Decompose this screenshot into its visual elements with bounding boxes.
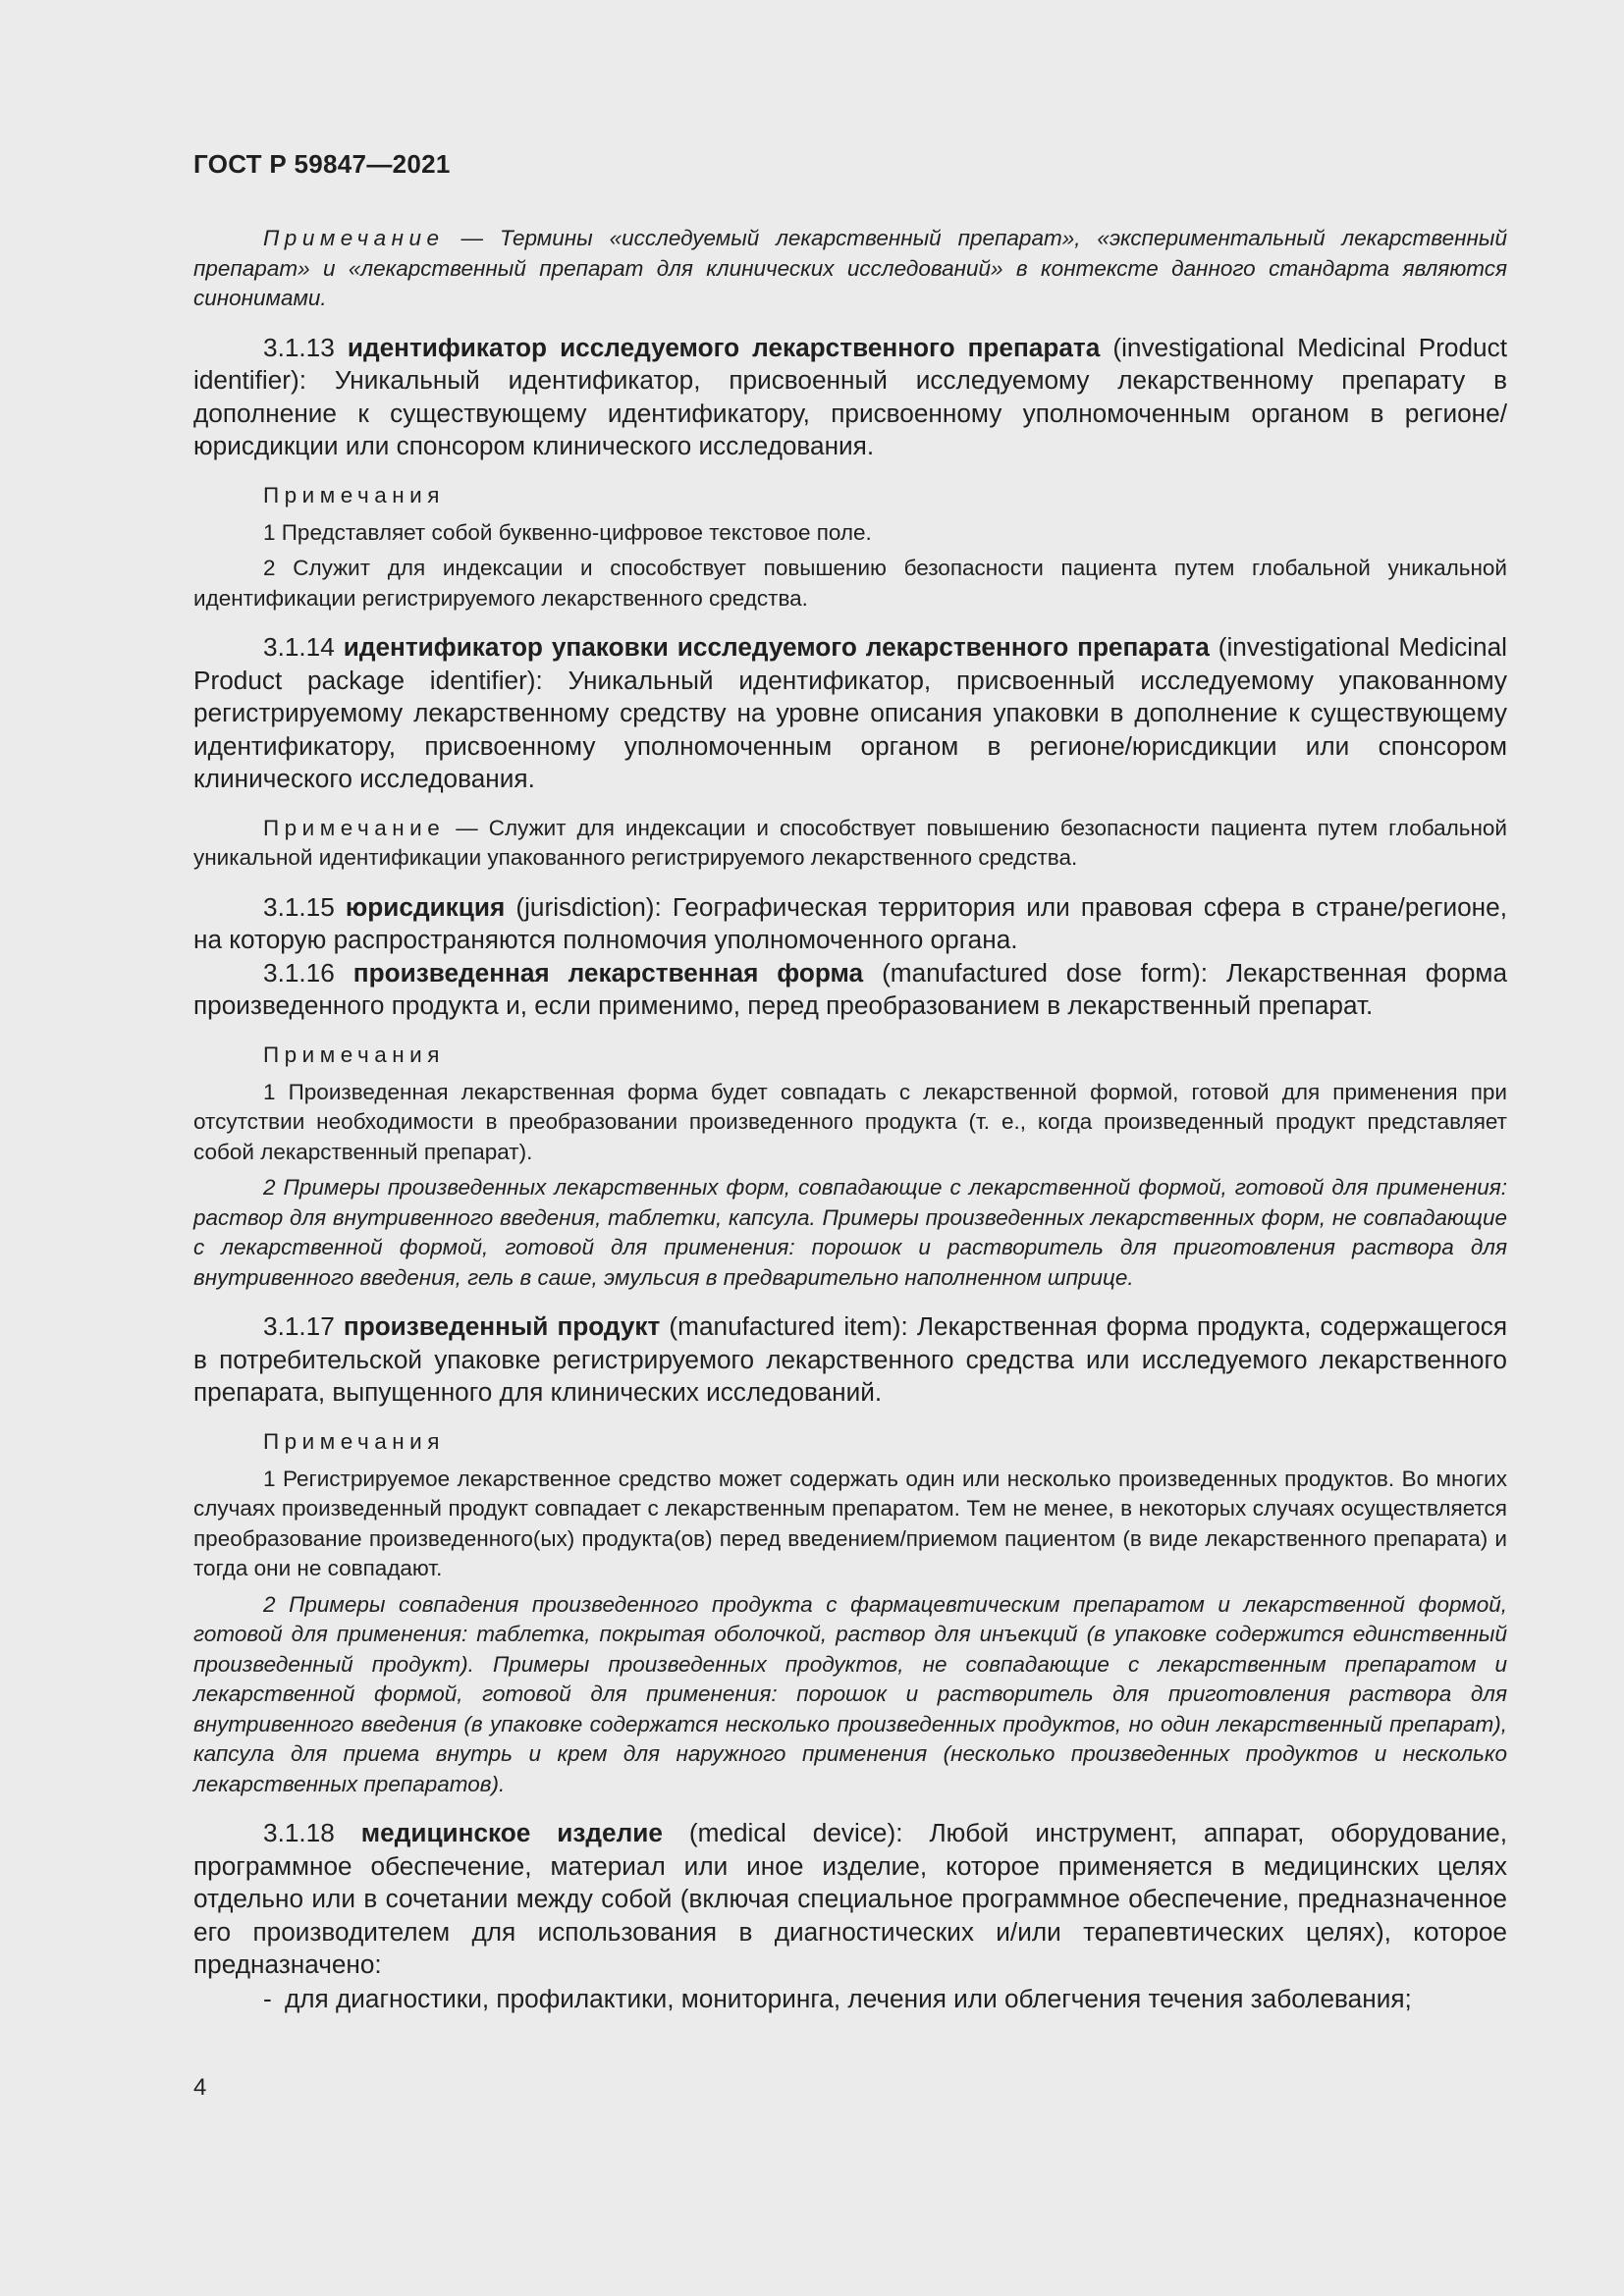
note-item: 2 Служит для индексации и способствует повышению безопасности пациента путем глобальной уникальной идентификации регистрируемого лекарственного средства. <box>193 556 1507 611</box>
term-number: 3.1.13 <box>263 332 335 362</box>
term-number: 3.1.18 <box>263 1818 335 1847</box>
term-number: 3.1.15 <box>263 891 335 922</box>
note-3-1-14 <box>193 814 1507 874</box>
note-intro <box>193 224 1507 314</box>
note-item: 2 Примеры произведенных лекарственных форм, совпадающие с лекарственной формой, готовой для применения: раствор для внутривенного введения, таблетки, капсула. Примеры произведенных лекарственных форм, не совпадающие с лекарственной формой, готовой для применения: порошок и растворитель для приготовления раствора для внутривенного введения, гель в саше, эмульсия в предварительно наполненном шприце. <box>193 1175 1507 1290</box>
document-code-header: ГОСТ Р 59847—2021 <box>193 149 451 179</box>
note-item: 2 Примеры совпадения произведенного продукта с фармацевтическим препаратом и лекарственной формой, готовой для применения: таблетка, покрытая оболочкой, раствор для инъекций (в упаковке содержится единственный произведенный продукт). Примеры произведенных продуктов, не совпадающие с лекарственным препаратом и лекарственной формой, готовой для применения: порошок и растворитель для приготовления раствора для внутривенного введения (в упаковке содержатся несколько произведенных продуктов, но один лекарственный препарат), капсула для приема внутрь и крем для наружного применения (несколько произведенных продуктов и несколько лекарственных препаратов). <box>193 1591 1507 1796</box>
term-3-1-15 <box>193 891 1507 957</box>
note-item: 1 Представляет собой буквенно-цифровое текстовое поле. <box>263 519 872 545</box>
page-number: 4 <box>193 2074 207 2101</box>
term-3-1-14 <box>193 631 1507 796</box>
term-definition: (investigational Medicinal Product identifier): Уникальный идентификатор, присвоенный исследуемому лекарственному препарату в дополнение к существующему идентификатору, присвоенному уполномоченным органом в регионе/юрисдикции или спонсором клинического исследования. <box>193 332 1507 460</box>
term-3-1-16 <box>193 957 1507 1023</box>
term-definition: (manufactured dose form): Лекарственная форма произведенного продукта и, если применимо, перед преобразованием в лекарственный препарат. <box>193 957 1508 1020</box>
term-3-1-13 <box>193 332 1507 463</box>
term-definition: (medical device): Любой инструмент, аппарат, оборудование, программное обеспечение, материал или иное изделие, которое применяется в медицинских целях отдельно или в сочетании между собой (включая специальное программное обеспечение, предназначенное его производителем для использования в диагностических и/или терапевтических целях), которое предназначено: <box>193 1818 1507 1979</box>
notes-header: Примечания <box>263 1041 445 1067</box>
notes-header: Примечания <box>263 482 445 507</box>
term-3-1-18 <box>193 1817 1507 1982</box>
term-definition: (investigational Medicinal Product package identifier): Уникальный идентификатор, присвоенный исследуемому упакованному регистрируемому лекарственному средству на уровне описания упаковки в дополнение к существующему идентификатору, присвоенному уполномоченным органом в регионе/юрисдикции или спонсором клинического исследования. <box>193 632 1508 793</box>
term-title: идентификатор исследуемого лекарственного препарата <box>347 332 1101 362</box>
term-number: 3.1.17 <box>263 1311 335 1341</box>
note-item: 1 Регистрируемое лекарственное средство может содержать один или несколько произведенных продуктов. Во многих случаях произведенный продукт совпадает с лекарственным препаратом. Тем не менее, в некоторых случаях осуществляется преобразование произведенного(ых) продукта(ов) перед введением/приемом пациентом (в виде лекарственного препарата) и тогда они не совпадают. <box>193 1466 1507 1580</box>
term-title: юрисдикция <box>345 891 506 922</box>
term-definition: (jurisdiction): Географическая территория или правовая сфера в стране/регионе, на которую распространяются полномочия уполномоченного органа. <box>193 891 1507 954</box>
term-number: 3.1.14 <box>263 632 335 662</box>
term-title: произведенный продукт <box>343 1311 661 1341</box>
note-label: Примечание <box>263 815 446 840</box>
list-item <box>193 1982 1507 2015</box>
term-title: произведенная лекарственная форма <box>352 957 864 988</box>
note-text: — Служит для индексации и способствует повышению безопасности пациента путем глобальной уникальной идентификации упакованного регистрируемого лекарственного средства. <box>193 815 1507 870</box>
bullet-marker: - <box>263 1983 272 2013</box>
note-item: 1 Произведенная лекарственная форма будет совпадать с лекарственной формой, готовой для применения при отсутствии необходимости в преобразовании произведенного продукта (т. е., когда произведенный продукт представляет собой лекарственный препарат). <box>193 1079 1507 1164</box>
term-number: 3.1.16 <box>263 957 335 988</box>
note-text: — Термины «исследуемый лекарственный препарат», «экспериментальный лекарственный препарат» и «лекарственный препарат для клинических исследований» в контексте данного стандарта являются синонимами. <box>193 226 1507 310</box>
notes-header: Примечания <box>263 1428 445 1454</box>
term-definition: (manufactured item): Лекарственная форма продукта, содержащегося в потребительской упаковке регистрируемого лекарственного средства или исследуемого лекарственного препарата, выпущенного для клинических исследований. <box>193 1311 1508 1407</box>
term-3-1-17 <box>193 1310 1507 1410</box>
term-title: медицинское изделие <box>360 1818 663 1847</box>
document-body <box>193 224 1507 2015</box>
term-title: идентификатор упаковки исследуемого лекарственного препарата <box>343 632 1210 662</box>
note-label: Примечание <box>263 226 445 250</box>
bullet-text: для диагностики, профилактики, мониторинга, лечения или облегчения течения заболевания; <box>285 1983 1412 2013</box>
